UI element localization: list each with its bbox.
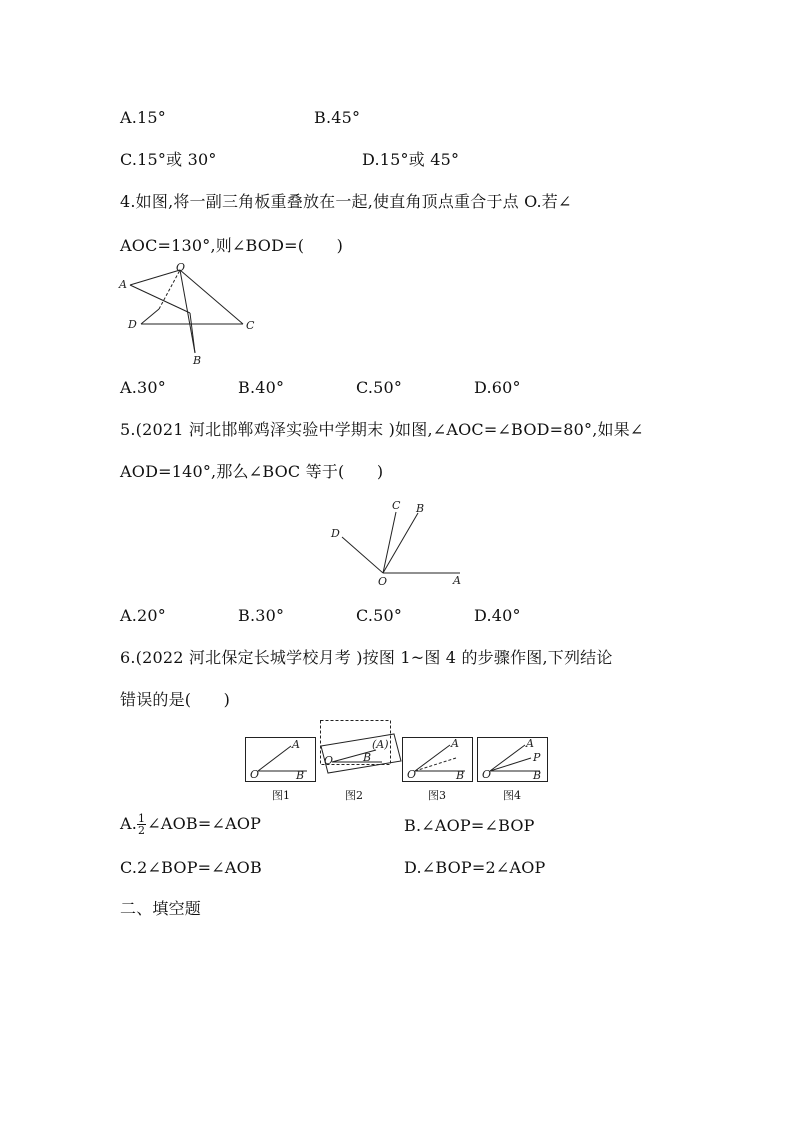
- q6-caption-3: 图3: [428, 789, 446, 802]
- q4-stem-line2: AOC=130°,则∠BOD=( ): [120, 236, 344, 255]
- q6-figure-2: [320, 720, 402, 782]
- label-a: A: [292, 738, 300, 751]
- q6-figure-1: [245, 737, 317, 783]
- q4-option-c: C.50°: [356, 378, 403, 397]
- q6-figure-4: [477, 737, 549, 783]
- ray-oa: [490, 745, 525, 771]
- label-p: P: [533, 751, 541, 764]
- q6-stem-line1: 6.(2022 河北保定长城学校月考 )按图 1~图 4 的步骤作图,下列结论: [120, 648, 613, 667]
- q5-stem-line2: AOD=140°,那么∠BOC 等于( ): [120, 462, 384, 481]
- q3-option-d: D.15°或 45°: [362, 150, 460, 169]
- ray-op: [490, 758, 531, 771]
- label-b: B: [193, 354, 202, 367]
- label-a: A: [453, 574, 461, 587]
- label-a: (A): [372, 738, 389, 751]
- label-d: D: [331, 527, 340, 540]
- q5-angle-figure: [325, 495, 465, 590]
- ray-oa: [415, 745, 450, 771]
- ray-oc: [383, 512, 396, 573]
- segment-b-hyp: [190, 313, 195, 353]
- segment-d-visible: [141, 309, 159, 324]
- q3-option-b: B.45°: [314, 108, 361, 127]
- ray-ob: [383, 513, 418, 573]
- q6-option-d: D.∠BOP=2∠AOP: [404, 858, 546, 877]
- label-c: C: [246, 319, 255, 332]
- segment-a-hyp: [130, 285, 190, 313]
- q6-option-b: B.∠AOP=∠BOP: [404, 816, 535, 835]
- q4-option-d: D.60°: [474, 378, 521, 397]
- label-a: A: [526, 737, 534, 750]
- ray-od: [342, 537, 383, 573]
- q4-triangle-figure: [115, 258, 265, 368]
- label-b: B: [416, 502, 425, 515]
- label-o: O: [407, 768, 417, 781]
- label-b: B: [363, 751, 372, 764]
- q6-caption-4: 图4: [503, 789, 521, 802]
- segment-oc: [180, 270, 243, 324]
- label-o: O: [378, 575, 388, 588]
- label-o: O: [250, 768, 260, 781]
- section-title: 二、填空题: [120, 899, 202, 918]
- q6-figure-3: [402, 737, 474, 783]
- q6-caption-2: 图2: [345, 789, 363, 802]
- label-b: B: [533, 769, 542, 782]
- label-o: O: [176, 261, 186, 274]
- fraction-one-half: $\frac{1}{2}$: [138, 812, 146, 837]
- segment-oa: [130, 270, 180, 285]
- q3-option-c: C.15°或 30°: [120, 150, 217, 169]
- label-c: C: [392, 499, 401, 512]
- label-a: A: [119, 278, 127, 291]
- q4-stem-line1: 4.如图,将一副三角板重叠放在一起,使直角顶点重合于点 O.若∠: [120, 192, 572, 211]
- label-o: O: [482, 768, 492, 781]
- q5-option-b: B.30°: [238, 606, 285, 625]
- label-d: D: [128, 318, 137, 331]
- q4-option-b: B.40°: [238, 378, 285, 397]
- q6-caption-1: 图1: [272, 789, 290, 802]
- q6-option-a: A. $\frac{1}{2}$ ∠AOB=∠AOP: [120, 812, 262, 837]
- label-b: B: [296, 769, 305, 782]
- q6-stem-line2: 错误的是( ): [120, 690, 231, 709]
- q5-option-d: D.40°: [474, 606, 521, 625]
- label-a: A: [451, 737, 459, 750]
- q4-option-a: A.30°: [120, 378, 166, 397]
- ray-oa: [258, 746, 291, 771]
- q5-stem-line1: 5.(2021 河北邯郸鸡泽实验中学期末 )如图,∠AOC=∠BOD=80°,如果∠: [120, 420, 644, 439]
- label-b: B: [456, 769, 465, 782]
- label-o: O: [324, 754, 334, 767]
- q3-option-a: A.15°: [120, 108, 166, 127]
- q6-option-c: C.2∠BOP=∠AOB: [120, 858, 262, 877]
- q5-option-c: C.50°: [356, 606, 403, 625]
- segment-ob: [180, 270, 195, 353]
- q5-option-a: A.20°: [120, 606, 166, 625]
- crease-dashed: [415, 758, 456, 771]
